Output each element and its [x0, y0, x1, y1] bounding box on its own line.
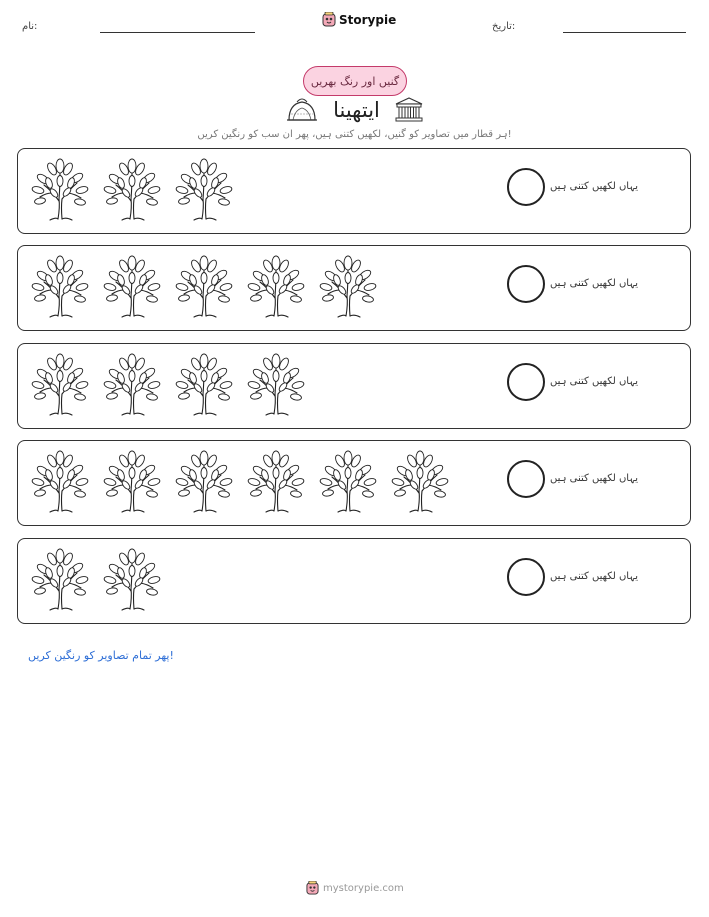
name-line[interactable] [100, 32, 255, 33]
footer-url[interactable]: mystorypie.com [323, 882, 404, 894]
footer-brand [306, 881, 404, 895]
tree-icon [102, 449, 162, 515]
answer-circle[interactable] [507, 168, 545, 206]
tree-icon [246, 254, 306, 320]
tree-group [30, 254, 378, 320]
answer-circle[interactable] [507, 363, 545, 401]
tree-group [30, 547, 162, 613]
name-label: نام: [22, 21, 38, 32]
tree-icon [246, 352, 306, 418]
row-label: یہاں لکھیں کتنی ہیں [550, 376, 638, 387]
tree-icon [318, 449, 378, 515]
title-row [0, 95, 709, 125]
storypie-mascot-icon [322, 12, 336, 27]
row-label: یہاں لکھیں کتنی ہیں [550, 181, 638, 192]
helmet-icon [285, 96, 319, 124]
tree-icon [174, 157, 234, 223]
footer-note: پھر تمام تصاویر کو رنگین کریں! [28, 649, 174, 662]
temple-icon [394, 96, 424, 124]
tree-group [30, 449, 450, 515]
tree-icon [174, 352, 234, 418]
tree-icon [30, 254, 90, 320]
answer-circle[interactable] [507, 460, 545, 498]
tree-group [30, 157, 234, 223]
date-line[interactable] [563, 32, 686, 33]
row-label: یہاں لکھیں کتنی ہیں [550, 473, 638, 484]
count-row [17, 245, 691, 331]
activity-badge: گنیں اور رنگ بھریں [303, 66, 407, 96]
date-label: تاریخ: [492, 21, 516, 32]
tree-icon [30, 157, 90, 223]
tree-group [30, 352, 306, 418]
tree-icon [102, 547, 162, 613]
storypie-mascot-icon [306, 881, 319, 895]
tree-icon [30, 352, 90, 418]
tree-icon [318, 254, 378, 320]
tree-icon [102, 157, 162, 223]
brand-logo [322, 12, 396, 27]
tree-icon [390, 449, 450, 515]
answer-circle[interactable] [507, 558, 545, 596]
tree-icon [174, 449, 234, 515]
tree-icon [102, 352, 162, 418]
tree-icon [102, 254, 162, 320]
count-row [17, 440, 691, 526]
count-row [17, 538, 691, 624]
tree-icon [174, 254, 234, 320]
brand-name: Storypie [339, 12, 397, 27]
instructions: ہر قطار میں تصاویر کو گنیں، لکھیں کتنی ہیں، پھر ان سب کو رنگین کریں! [197, 129, 512, 140]
row-label: یہاں لکھیں کتنی ہیں [550, 278, 638, 289]
tree-icon [246, 449, 306, 515]
count-row [17, 343, 691, 429]
tree-icon [30, 547, 90, 613]
answer-circle[interactable] [507, 265, 545, 303]
row-label: یہاں لکھیں کتنی ہیں [550, 571, 638, 582]
count-row [17, 148, 691, 234]
tree-icon [30, 449, 90, 515]
page-title: ایتھینا [333, 98, 380, 122]
